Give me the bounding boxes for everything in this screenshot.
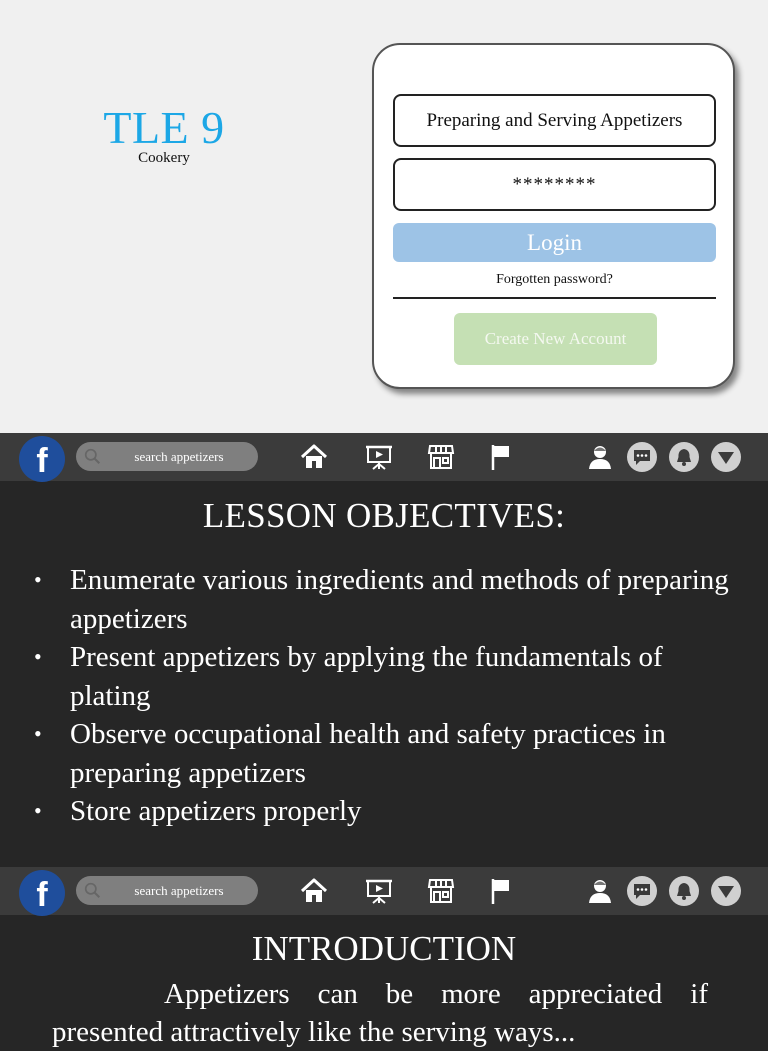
notifications-icon[interactable] bbox=[669, 442, 699, 472]
forgot-password-link[interactable]: Forgotten password? bbox=[496, 272, 613, 287]
store-icon[interactable] bbox=[427, 443, 455, 471]
messages-icon[interactable] bbox=[627, 442, 657, 472]
bullet-icon: • bbox=[34, 567, 42, 592]
dropdown-icon[interactable] bbox=[711, 876, 741, 906]
list-item bbox=[34, 561, 746, 638]
facebook-icon[interactable]: f bbox=[19, 436, 65, 482]
home-icon[interactable] bbox=[300, 443, 328, 471]
bullet-icon: • bbox=[34, 644, 42, 669]
list-item bbox=[34, 715, 746, 792]
objective-text: Observe occupational health and safety practices in preparing appetizers bbox=[70, 718, 666, 789]
presentation-icon[interactable] bbox=[365, 877, 393, 905]
search-icon bbox=[84, 448, 101, 465]
brand-title: TLE 9 bbox=[103, 102, 225, 153]
search-input[interactable] bbox=[76, 876, 258, 905]
bullet-icon: • bbox=[34, 721, 42, 746]
divider bbox=[393, 297, 716, 299]
brand-block bbox=[64, 104, 264, 166]
objective-text: Enumerate various ingredients and methods of preparing appetizers bbox=[70, 564, 729, 635]
dropdown-icon[interactable] bbox=[711, 442, 741, 472]
bullet-icon: • bbox=[34, 798, 42, 823]
brand-subtitle: Cookery bbox=[138, 150, 190, 166]
presentation-icon[interactable] bbox=[365, 443, 393, 471]
home-icon[interactable] bbox=[300, 877, 328, 905]
search-input[interactable] bbox=[76, 442, 258, 471]
top-navbar bbox=[0, 867, 768, 915]
facebook-icon[interactable]: f bbox=[19, 870, 65, 916]
messages-icon[interactable] bbox=[627, 876, 657, 906]
search-placeholder: search appetizers bbox=[134, 883, 224, 898]
objective-text: Present appetizers by applying the fundamentals of plating bbox=[70, 641, 663, 712]
login-button[interactable]: Login bbox=[393, 223, 716, 262]
objective-text: Store appetizers properly bbox=[70, 795, 362, 827]
search-icon bbox=[84, 882, 101, 899]
profile-icon[interactable] bbox=[586, 877, 614, 905]
flag-icon[interactable] bbox=[487, 877, 515, 905]
store-icon[interactable] bbox=[427, 877, 455, 905]
introduction-title: INTRODUCTION bbox=[251, 929, 517, 968]
flag-icon[interactable] bbox=[487, 443, 515, 471]
password-field[interactable]: ******** bbox=[393, 158, 716, 211]
introduction-slide bbox=[0, 867, 768, 1048]
username-field[interactable]: Preparing and Serving Appetizers bbox=[393, 94, 716, 147]
search-placeholder: search appetizers bbox=[134, 449, 224, 464]
list-item bbox=[34, 792, 746, 831]
login-card bbox=[372, 43, 735, 389]
objectives-list bbox=[34, 561, 746, 831]
login-slide bbox=[0, 0, 768, 433]
profile-icon[interactable] bbox=[586, 443, 614, 471]
notifications-icon[interactable] bbox=[669, 876, 699, 906]
objectives-title: LESSON OBJECTIVES: bbox=[202, 496, 566, 535]
objectives-slide bbox=[0, 433, 768, 867]
create-account-button[interactable]: Create New Account bbox=[454, 313, 657, 365]
top-navbar bbox=[0, 433, 768, 481]
introduction-body: Appetizers can be more appreciated if presented attractively like the serving ways... bbox=[52, 978, 708, 1048]
list-item bbox=[34, 638, 746, 715]
